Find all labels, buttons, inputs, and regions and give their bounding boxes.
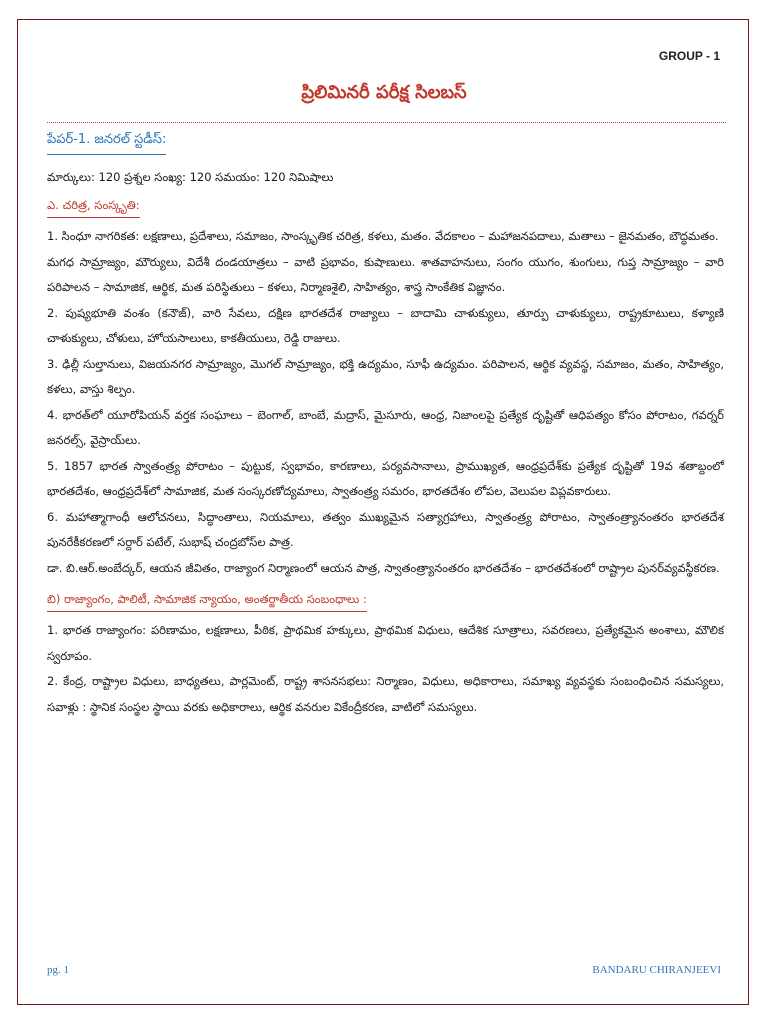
section-a-paragraph: 4. భారత్‌లో యూరోపియన్ వర్తక సంఘాలు – బెంగాల్, బాంబే, మద్రాస్, మైసూరు, ఆంధ్ర, నిజాంలపై ప్రత్యేక దృష్టితో ఆధిపత్యం కోసం పోరాటం, గవర్నర్ జనరల్స్, వైస్రాయ్‌లు. xyxy=(47,407,724,447)
section-a-paragraph: 5. 1857 భారత స్వాతంత్ర్య పోరాటం – పుట్టుక, స్వభావం, కారణాలు, పర్యవసానాలు, ప్రాముఖ్యత, ఆంధ్రప్రదేశ్‌కు ప్రత్యేక దృష్టితో 19వ శతాబ్దంలో భారతదేశం, ఆంధ్రప్రదేశ్‌లో సామాజిక, మత సంస్కరణోద్యమాలు, స్వాతంత్ర్య సమరం, భారతదేశం లోపల, వెలుపల విప్లవకారులు. xyxy=(47,458,724,498)
marks-info: మార్కులు: 120 ప్రశ్నల సంఖ్య: 120 సమయం: 120 నిమిషాలు xyxy=(47,170,334,184)
document-body xyxy=(47,126,724,720)
page-number: pg. 1 xyxy=(47,964,69,976)
title-divider xyxy=(47,122,726,123)
section-a-paragraph: 2. పుష్యభూతి వంశం (కనౌజ్), వారి సేవలు, దక్షిణ భారతదేశ రాజ్యాలు – బాదామి చాళుక్యులు, తూర్పు చాళుక్యులు, రాష్ట్రకూటులు, కళ్యాణి చాళుక్యులు, చోళులు, హోయసాలులు, కాకతీయులు, రెడ్డి రాజులు. xyxy=(47,305,724,345)
section-b-paragraph: 2. కేంద్ర, రాష్ట్రాల విధులు, బాధ్యతలు, పార్లమెంట్, రాష్ట్ర శాసనసభలు: నిర్మాణం, విధులు, అధికారాలు, సమాఖ్య వ్యవస్థకు సంబంధించిన సమస్యలు, సవాళ్లు : స్థానిక సంస్థల స్థాయి వరకు అధికారాలు, ఆర్థిక వనరుల వికేంద్రీకరణ, వాటిలో సమస్యలు. xyxy=(47,674,724,714)
author-name: BANDARU CHIRANJEEVI xyxy=(592,964,721,976)
section-a-paragraph: డా. బి.ఆర్.అంబేద్కర్, ఆయన జీవితం, రాజ్యాంగ నిర్మాణంలో ఆయన పాత్ర, స్వాతంత్ర్యానంతరం భారతదేశం – భారతదేశంలో రాష్ట్రాల పునర్‌వ్యవస్థీకరణ. xyxy=(47,560,720,575)
document-title: ప్రిలిమినరీ పరీక్ష సిలబస్ xyxy=(301,82,467,103)
section-a-paragraph: 6. మహాత్మాగాంధీ ఆలోచనలు, సిద్ధాంతాలు, నియమాలు, తత్వం ముఖ్యమైన సత్యాగ్రహాలు, స్వాతంత్ర్య పోరాటం, స్వాతంత్ర్యానంతరం భారతదేశ పునరేకీకరణలో సర్దార్ పటేల్, సుభాష్ చంద్రబోస్‌ల పాత్ర. xyxy=(47,509,724,549)
section-a-paragraph: మగధ సామ్రాజ్యం, మౌర్యులు, విదేశీ దండయాత్రలు – వాటి ప్రభావం, కుషాణులు. శాతవాహనులు, సంగం యుగం, శుంగులు, గుప్త సామ్రాజ్యం – వారి పరిపాలన – సామాజిక, ఆర్థిక, మత పరిస్థితులు – కళలు, నిర్మాణశైలి, సాహిత్యం, శాస్త్ర సాంకేతిక విజ్ఞానం. xyxy=(47,254,724,294)
section-a-paragraph: 3. ఢిల్లీ సుల్తానులు, విజయనగర సామ్రాజ్యం, మొగల్ సామ్రాజ్యం, భక్తి ఉద్యమం, సూఫీ ఉద్యమం. పరిపాలన, ఆర్థిక వ్యవస్థ, సమాజం, మతం, సాహిత్యం, కళలు, వాస్తు శిల్పం. xyxy=(47,356,724,396)
section-a-paragraph: 1. సింధూ నాగరికత: లక్షణాలు, ప్రదేశాలు, సమాజం, సాంస్కృతిక చరిత్ర, కళలు, మతం. వేదకాలం – మహాజనపదాలు, మతాలు – జైనమతం, బౌద్ధమతం. xyxy=(47,229,719,243)
paper-heading: పేపర్-1. జనరల్ స్టడీస్: xyxy=(47,132,166,155)
section-a-heading: ఎ. చరిత్ర, సంస్కృతి: xyxy=(47,195,140,218)
group-label: GROUP - 1 xyxy=(658,49,720,63)
section-b-paragraph: 1. భారత రాజ్యాంగం: పరిణామం, లక్షణాలు, పీఠిక, ప్రాథమిక హక్కులు, ప్రాథమిక విధులు, ఆదేశిక సూత్రాలు, సవరణలు, ప్రత్యేకమైన అంశాలు, మౌలిక స్వరూపం. xyxy=(47,623,724,663)
section-b-heading: బి) రాజ్యాంగం, పాలిటీ, సామాజిక న్యాయం, అంతర్జాతీయ సంబంధాలు : xyxy=(47,589,367,612)
